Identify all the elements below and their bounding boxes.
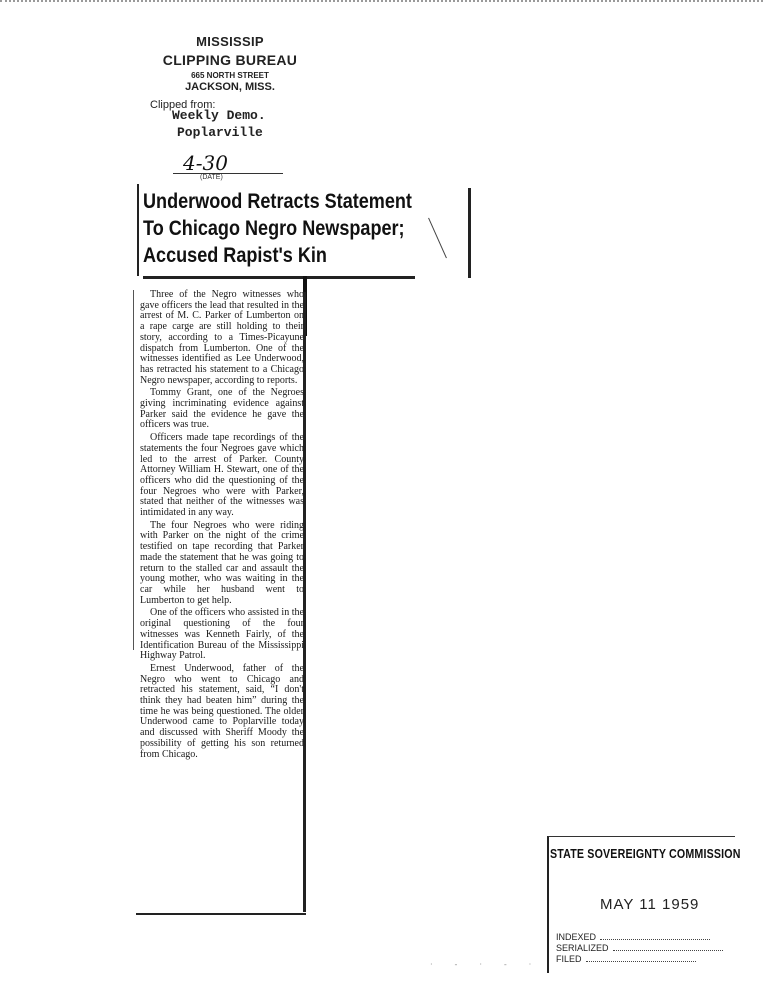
stamp-field-serialized [556, 943, 726, 953]
article-bottom-border [136, 913, 306, 915]
article-headline [143, 188, 427, 269]
handwritten-date: 4-30 [173, 153, 283, 174]
stamp-title: STATE SOVEREIGNTY COMMISSION [550, 846, 741, 861]
article-left-border [133, 290, 134, 650]
headline-right-border [468, 188, 471, 278]
stamp-field-label: SERIALIZED [556, 943, 609, 953]
source-publication: Weekly Demo. [172, 108, 266, 123]
stamp-date: MAY 11 1959 [600, 896, 700, 913]
stamp-field-label: INDEXED [556, 932, 597, 942]
stamp-field-indexed [556, 932, 726, 942]
stamp-field-dots [586, 961, 696, 962]
bureau-address: 665 NORTH STREET [191, 71, 269, 80]
clipping-bureau-header [150, 34, 310, 93]
headline-line-1: Underwood Retracts Statement [143, 190, 412, 213]
clipped-from-label: Clipped from: [150, 99, 216, 111]
stamp-field-dots [613, 950, 723, 951]
stamp-field-filed [556, 954, 726, 964]
headline-line-3: Accused Rapist's Kin [143, 244, 327, 267]
article-body [140, 290, 304, 762]
bureau-city: JACKSON, MISS. [185, 81, 275, 93]
bureau-name-line2: CLIPPING BUREAU [162, 52, 298, 68]
headline-underline-rule [143, 276, 415, 279]
page-top-dotted-border [0, 0, 763, 8]
scan-specks: · ‐ · ‐ · [430, 960, 542, 969]
date-label: (DATE) [200, 174, 223, 181]
headline-left-border [137, 184, 139, 276]
article-paragraph: Ernest Underwood, father of the Negro who went to Chicago and retracted his statement, said, “I don't think they had beaten him” during the time he was being questioned. The older Underwood came to Poplarville today and discussed with Sheriff Moody the possibility of getting his son returned from Chicago. [140, 662, 304, 760]
article-paragraph: Officers made tape recordings of the statements the four Negroes gave which led to the arrest of Parker. County Attorney William H. Stewart, one of the officers who did the questioning of the four Negroes who were with Parker, stated that neither of the witnesses was intimidated in any way. [140, 432, 304, 519]
headline-line-2: To Chicago Negro Newspaper; [143, 217, 405, 240]
stamp-field-dots [600, 939, 710, 940]
pen-mark [428, 218, 447, 259]
article-paragraph: Three of the Negro witnesses who gave officers the lead that resulted in the arrest of M. C. Parker of Lumberton on a rape carge are still holding to their story, according to a Times-Picayune dispatch from Lumberton. One of the witnesses identified as Lee Underwood, has retracted his statement to a Chicago Negro newspaper, according to reports. [140, 289, 304, 386]
source-town: Poplarville [177, 125, 263, 140]
bureau-name-line1: MISSISSIP [196, 34, 264, 49]
article-paragraph: One of the officers who assisted in the original questioning of the four witnesses was Kenneth Fairly, of the Identification Bureau of the Mississippi Highway Patrol. [140, 607, 304, 662]
stamp-field-label: FILED [556, 954, 582, 964]
article-paragraph: Tommy Grant, one of the Negroes giving incriminating evidence against Parker said the evidence he gave the officers was true. [140, 387, 304, 431]
article-paragraph: The four Negroes who were riding with Parker on the night of the crime testified on tape recording that Parker made the statement that he was going to return to the stalled car and assault the young mother, who was waiting in the car while her husband went to Lumberton to get help. [140, 519, 304, 606]
